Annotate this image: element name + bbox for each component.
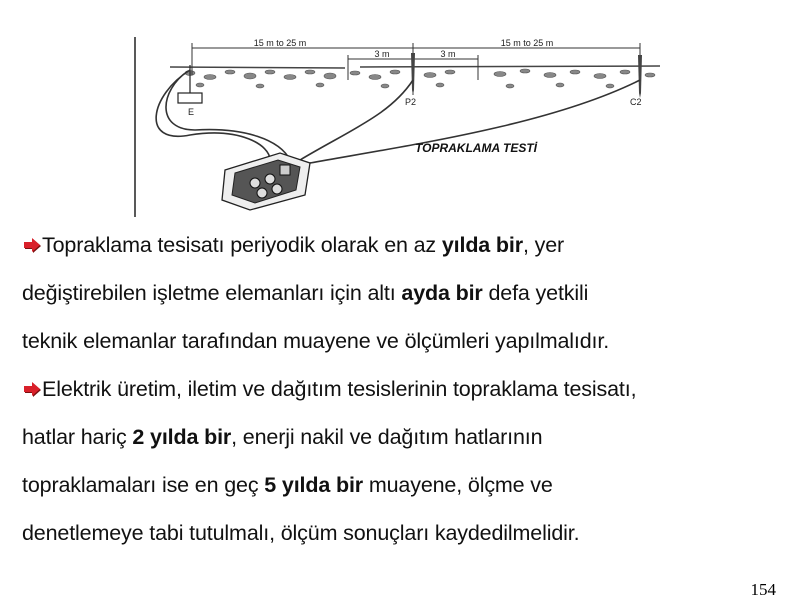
gap-label-right: 3 m — [440, 49, 456, 59]
figure-title: TOPRAKLAMA TESTİ — [415, 141, 537, 155]
text-segment: değiştirebilen işletme elemanları için altı — [22, 281, 402, 305]
probe-c2-label: C2 — [630, 97, 642, 107]
text-line — [22, 473, 797, 521]
text-line — [22, 425, 797, 473]
text-segment: topraklamaları ise en geç — [22, 473, 265, 497]
distance-label-right: 15 m to 25 m — [500, 38, 554, 48]
earth-tester-meter — [222, 153, 310, 210]
text-segment: , enerji nakil ve dağıtım hatlarının — [231, 425, 543, 449]
text-line — [22, 281, 797, 329]
emphasis-text: 5 yılda bir — [264, 473, 364, 497]
electrode-e-plate — [178, 93, 202, 103]
probe-c2 — [638, 55, 642, 98]
arrow-bullet-icon — [22, 378, 42, 394]
text-segment: teknik elemanlar tarafından muayene ve ölçümleri yapılmalıdır. — [22, 329, 610, 353]
text-segment: defa yetkili — [482, 281, 589, 305]
electrode-e-label: E — [188, 107, 195, 117]
text-segment: , yer — [522, 233, 565, 257]
text-segment: Elektrik üretim, iletim ve dağıtım tesislerinin topraklama tesisatı, — [42, 377, 637, 401]
text-segment: muayene, ölçme ve — [363, 473, 553, 497]
emphasis-text: ayda bir — [401, 281, 483, 305]
probe-p2 — [411, 53, 415, 95]
text-segment: denetlemeye tabi tutulmalı, ölçüm sonuçları kaydedilmelidir. — [22, 521, 580, 545]
emphasis-text: 2 yılda bir — [132, 425, 232, 449]
text-line — [22, 521, 797, 569]
text-segment: hatlar hariç — [22, 425, 133, 449]
grounding-test-diagram — [130, 35, 690, 220]
gap-label-left: 3 m — [374, 49, 390, 59]
arrow-bullet-icon — [22, 234, 42, 250]
body-text — [22, 233, 797, 569]
text-line — [22, 233, 797, 281]
probe-p2-label: P2 — [405, 97, 417, 107]
text-line — [22, 377, 797, 425]
distance-label-left: 15 m to 25 m — [253, 38, 307, 48]
text-line — [22, 329, 797, 377]
test-cables — [156, 70, 640, 163]
emphasis-text: yılda bir — [441, 233, 523, 257]
ground-surface — [170, 66, 660, 68]
page-number: 154 — [750, 580, 776, 599]
text-segment: Topraklama tesisatı periyodik olarak en az — [42, 233, 442, 257]
gravel-texture — [185, 69, 655, 88]
